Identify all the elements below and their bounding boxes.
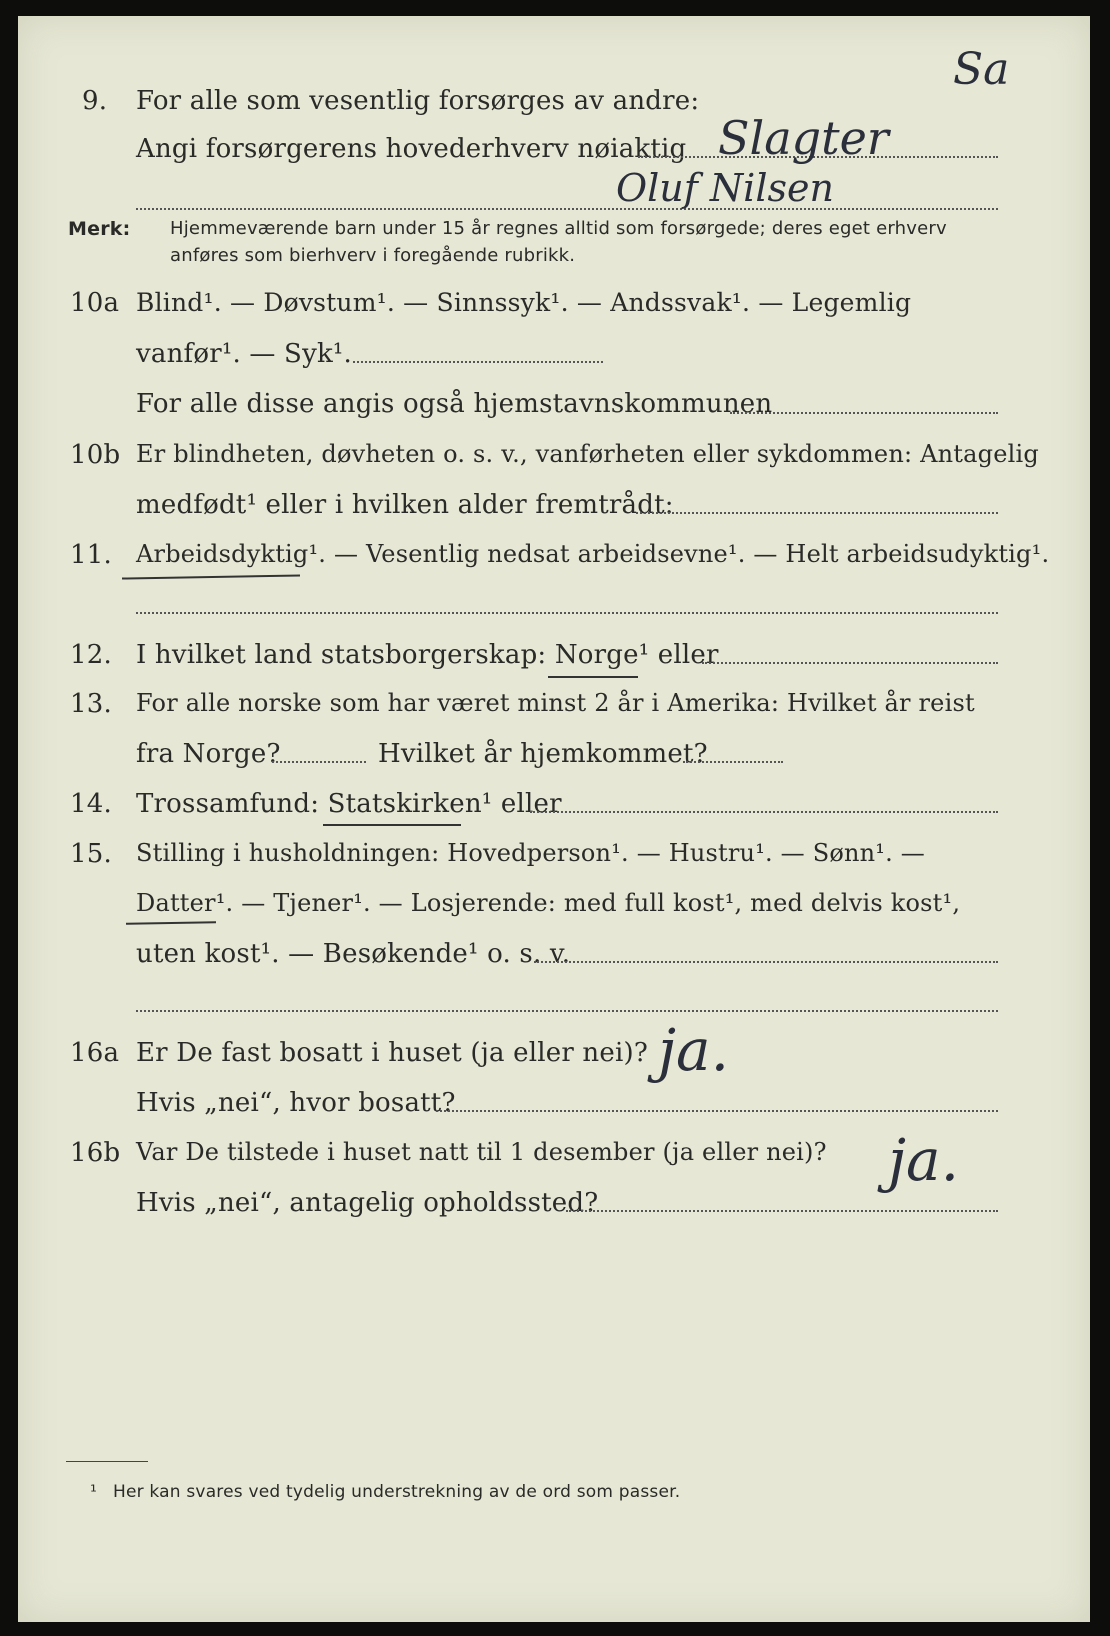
q10b-text2: medfødt¹ eller i hvilken alder fremtrådt: [136,490,674,520]
q10a-hometown-line[interactable] [730,412,998,414]
q13-text1: For alle norske som har været minst 2 år i Amerika: Hvilket år reist [136,689,975,717]
q12-underline-mark [548,676,638,678]
q14-answer-line[interactable] [530,811,998,813]
q11-underline-mark [122,574,300,579]
q9-text2: Angi forsørgerens hovederhverv nøiaktig [136,134,687,164]
q16b-text1: Var De tilstede i huset natt til 1 desember (ja eller nei)? [136,1138,827,1166]
q16a-number: 16a [70,1038,120,1068]
q9-answer-name: Oluf Nilsen [616,166,834,210]
q14-underline-mark [323,824,461,826]
q15-number: 15. [70,839,112,869]
q15-underline-mark [126,921,216,925]
q10b-number: 10b [70,440,121,470]
q16b-number: 16b [70,1138,121,1168]
q16b-answer: ja. [888,1126,959,1194]
q16a-text1: Er De fast bosatt i huset (ja eller nei)? [136,1038,648,1068]
q10b-answer-line[interactable] [636,512,998,514]
q10b-text1: Er blindheten, døvheten o. s. v., vanførheten eller sykdommen: Antagelig [136,440,1039,468]
footnote-mark: ¹ [90,1482,98,1502]
q13-emigrated-line[interactable] [272,761,366,763]
q15-answer-line1[interactable] [534,961,998,963]
q10a-number: 10a [70,288,120,318]
q12-text1: I hvilket land statsborgerskap: Norge¹ eller [136,640,719,670]
q15-text2: Datter¹. — Tjener¹. — Losjerende: med full kost¹, med delvis kost¹, [136,889,961,917]
q16b-text2: Hvis „nei“, antagelig opholdssted? [136,1188,599,1218]
q9-number: 9. [82,86,108,116]
footnote-text: Her kan svares ved tydelig understrekning av de ord som passer. [113,1482,681,1502]
q11-text1: Arbeidsdyktig¹. — Vesentlig nedsat arbeidsevne¹. — Helt arbeidsudyktig¹. [136,540,1050,568]
q13-text2b: Hvilket år hjemkommet? [378,739,708,769]
merk-label: Merk: [68,218,131,240]
q11-answer-line[interactable] [136,612,998,614]
q12-answer-line[interactable] [702,662,998,664]
q13-returned-line[interactable] [683,761,783,763]
q16a-residence-line[interactable] [436,1110,998,1112]
q9-answer-line2[interactable] [136,208,998,210]
merk-text1: Hjemmeværende barn under 15 år regnes alltid som forsørgede; deres eget erhverv [170,218,947,239]
census-form-page [18,16,1090,1622]
q13-text2a: fra Norge? [136,739,281,769]
q10a-text2: vanfør¹. — Syk¹. [136,339,352,369]
q12-number: 12. [70,640,112,670]
q14-text1: Trossamfund: Statskirken¹ eller [136,789,562,819]
q9-text1: For alle som vesentlig forsørges av andre: [136,86,700,116]
q16a-answer: ja. [658,1016,729,1084]
q16b-whereabouts-line[interactable] [566,1210,998,1212]
merk-text2: anføres som bierhverv i foregående rubrikk. [170,245,576,266]
q11-number: 11. [70,540,112,570]
footnote-rule [66,1461,148,1462]
q15-answer-line2[interactable] [136,1010,998,1012]
q14-number: 14. [70,789,112,819]
q9-answer-occupation: Slagter [718,111,889,165]
q16a-text2: Hvis „nei“, hvor bosatt? [136,1088,456,1118]
q13-number: 13. [70,689,112,719]
corner-handwritten-mark: Sa [953,44,1010,95]
q10a-text3: For alle disse angis også hjemstavnskommunen [136,389,773,419]
q15-text1: Stilling i husholdningen: Hovedperson¹. — Hustru¹. — Sønn¹. — [136,839,925,867]
q10a-text1: Blind¹. — Døvstum¹. — Sinnssyk¹. — Andssvak¹. — Legemlig [136,288,912,317]
q15-text3: uten kost¹. — Besøkende¹ o. s. v. [136,939,571,969]
q10a-answer-line[interactable] [353,361,603,363]
